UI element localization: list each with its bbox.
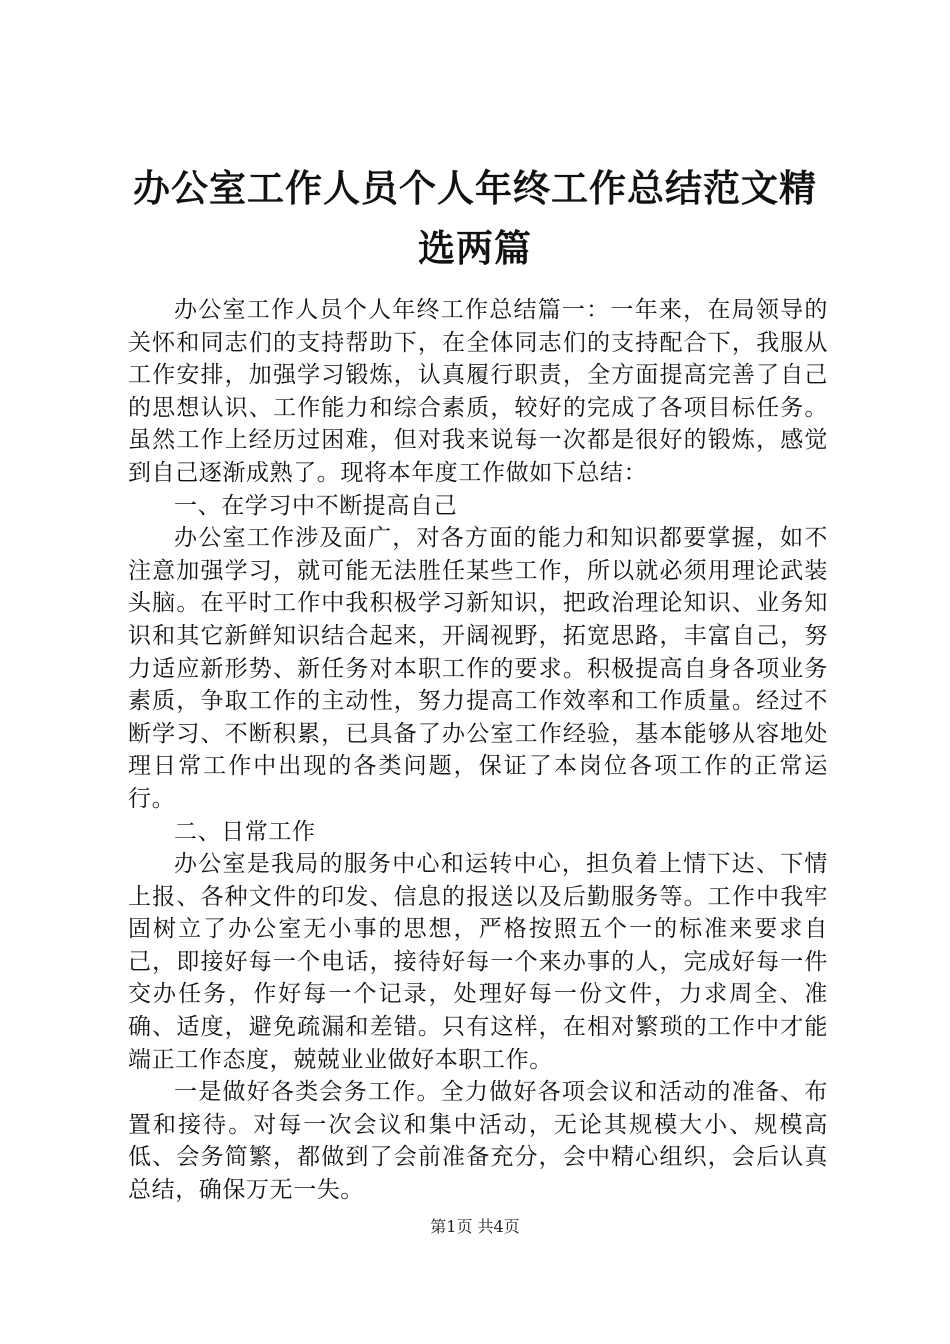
meeting-work-paragraph: 一是做好各类会务工作。全力做好各项会议和活动的准备、布置和接待。对每一次会议和集中活动，无论其规模大小、规模高低、会务简繁，都做到了会前准备充分，会中精心组织，会后认真总结，确保万无一失。: [128, 1079, 828, 1204]
section-heading-daily-work: 二、日常工作: [174, 818, 316, 845]
document-title: 办公室工作人员个人年终工作总结范文精选两篇: [133, 166, 817, 270]
intro-paragraph: 办公室工作人员个人年终工作总结篇一：一年来，在局领导的关怀和同志们的支持帮助下，在全体同志们的支持配合下，我服从工作安排，加强学习锻炼，认真履行职责，全方面提高完善了自己的思想认识、工作能力和综合素质，较好的完成了各项目标任务。虽然工作上经历过困难，但对我来说每一次都是很好的锻炼，感觉到自己逐渐成熟了。现将本年度工作做如下总结：: [128, 297, 828, 486]
document-body: [128, 294, 828, 1207]
study-paragraph: 办公室工作涉及面广，对各方面的能力和知识都要掌握，如不注意加强学习，就可能无法胜任某些工作，所以就必须用理论武装头脑。在平时工作中我积极学习新知识，把政治理论知识、业务知识和其它新鲜知识结合起来，开阔视野，拓宽思路，丰富自己，努力适应新形势、新任务对本职工作的要求。积极提高自身各项业务素质，争取工作的主动性，努力提高工作效率和工作质量。经过不断学习、不断积累，已具备了办公室工作经验，基本能够从容地处理日常工作中出现的各类问题，保证了本岗位各项工作的正常运行。: [128, 525, 828, 812]
page-number-footer: 第1页 共4页: [430, 1217, 520, 1236]
section-heading-study: 一、在学习中不断提高自己: [174, 492, 458, 519]
daily-work-paragraph: 办公室是我局的服务中心和运转中心，担负着上情下达、下情上报、各种文件的印发、信息的报送以及后勤服务等。工作中我牢固树立了办公室无小事的思想，严格按照五个一的标准来要求自己，即接好每一个电话，接待好每一个来办事的人，完成好每一件交办任务，作好每一个记录，处理好每一份文件，力求周全、准确、适度，避免疏漏和差错。只有这样，在相对繁琐的工作中才能端正工作态度，兢兢业业做好本职工作。: [128, 851, 828, 1073]
